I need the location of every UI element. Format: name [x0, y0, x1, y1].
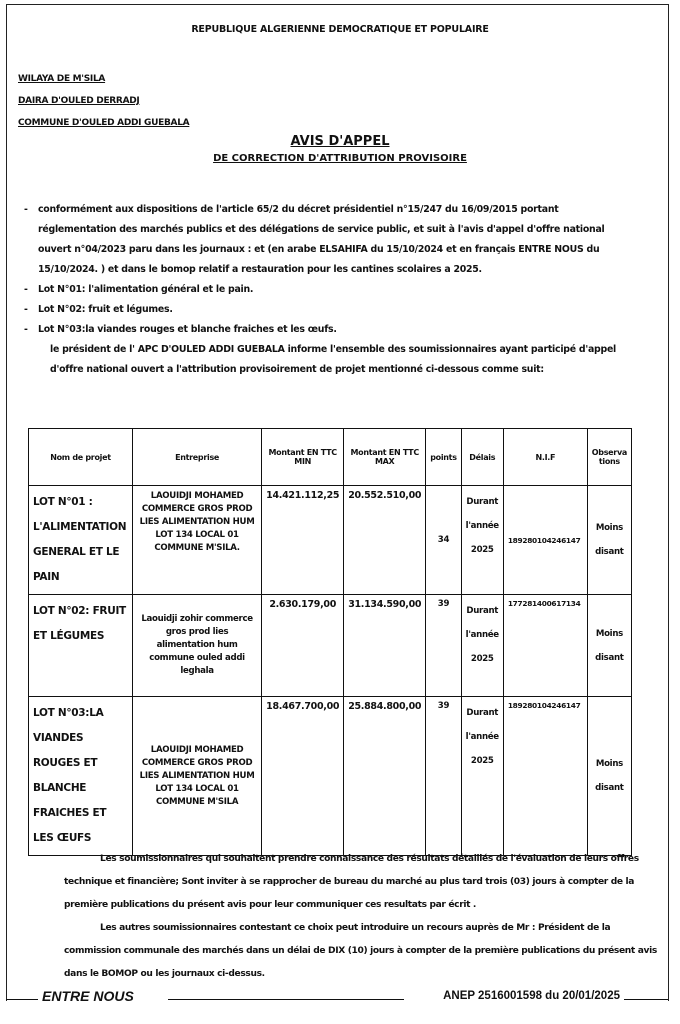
cell-observation: Moins disant: [587, 595, 631, 697]
lot-3-text: Lot N°03:la viandes rouges et blanche fraiches et les œufs.: [38, 324, 337, 335]
republic-heading: REPUBLIQUE ALGERIENNE DEMOCRATIQUE ET POPULAIRE: [191, 24, 489, 35]
cell-amount-max: 25.884.800,00: [344, 697, 426, 856]
daira-line: DAIRA D'OULED DERRADJ: [18, 96, 140, 106]
commune-line: COMMUNE D'OULED ADDI GUEBALA: [18, 118, 190, 128]
notice-title: [0, 134, 680, 164]
cell-enterprise: LAOUIDJI MOHAMED COMMERCE GROS PROD LIES ALIMENTATION HUM LOT 134 LOCAL 01 COMMUNE M'SILA.: [132, 486, 261, 595]
closing-paragraphs: [64, 848, 664, 986]
table-row: [29, 486, 632, 595]
cell-enterprise: Laouidji zohir commerce gros prod lies alimentation hum commune ouled addi leghala: [132, 595, 261, 697]
table-row: [29, 697, 632, 856]
lot-1-text: Lot N°01: l'alimentation général et le pain.: [38, 284, 254, 295]
footer-rule-left: [6, 999, 38, 1000]
footer-publication: ENTRE NOUS: [42, 988, 134, 1004]
wilaya-line: WILAYA DE M'SILA: [18, 74, 106, 84]
lot-2-text: Lot N°02: fruit et légumes.: [38, 304, 173, 315]
footer-rule-middle: [168, 999, 404, 1000]
title-main: AVIS D'APPEL: [290, 134, 390, 149]
intro-paragraph: - conformément aux dispositions de l'article 65/2 du décret présidentiel n°15/247 du 16/09/2015 portant réglementation des marchés publics et des délégations de service public, et suit à l'avis d'appel d'offre national ouvert n°04/2023 paru dans les journaux : et (en arabe ELSAHIFA du 15/10/2024 et en français ENTRE NOUS du 15/10/2024. ) et dans le bomop relatif a restauration pour les cantines scolaires a 2025.: [24, 200, 636, 280]
header-project: Nom de projet: [29, 429, 133, 486]
closing-paragraph-results: Les soumissionnaires qui souhaitent prendre connaissance des résultats détaillés de l'évaluation de leurs offres technique et financière; Sont inviter à se rapprocher de bureau du marché au plus tard trois (03) jours à compter de la première publications du présent avis pour leur communiquer ces resultats par écrit .: [64, 854, 639, 910]
lot-3-item: - Lot N°03:la viandes rouges et blanche fraiches et les œufs.: [24, 320, 636, 340]
footer-rule-right: [624, 999, 668, 1000]
header-delay: Délais: [461, 429, 503, 486]
cell-amount-min: 18.467.700,00: [262, 697, 344, 856]
cell-nif: 189280104246147: [503, 486, 587, 595]
footer: [0, 988, 680, 1014]
cell-nif: 189280104246147: [503, 697, 587, 856]
cell-delay: Durant l'année 2025: [461, 486, 503, 595]
table-row: [29, 595, 632, 697]
cell-points: 39: [426, 697, 461, 856]
cell-project: LOT N°03:LA VIANDES ROUGES ET BLANCHE FRAICHES ET LES ŒUFS: [29, 697, 133, 856]
cell-amount-max: 20.552.510,00: [344, 486, 426, 595]
attribution-table: [28, 428, 632, 856]
cell-amount-min: 2.630.179,00: [262, 595, 344, 697]
title-sub: DE CORRECTION D'ATTRIBUTION PROVISOIRE: [213, 153, 467, 164]
header-nif: N.I.F: [503, 429, 587, 486]
administrative-header: [18, 68, 189, 134]
intro-text: conformément aux dispositions de l'article 65/2 du décret présidentiel n°15/247 du 16/09/2015 portant réglementation des marchés publics et des délégations de service public, et suit à l'avis d'appel d'offre national ouvert n°04/2023 paru dans les journaux : et (en arabe ELSAHIFA du 15/10/2024 et en français ENTRE NOUS du 15/10/2024. ) et dans le bomop relatif a restauration pour les cantines scolaires a 2025.: [38, 204, 605, 275]
header-observations: Observa tions: [587, 429, 631, 486]
cell-nif: 177281400617134: [503, 595, 587, 697]
header-points: points: [426, 429, 461, 486]
cell-amount-max: 31.134.590,00: [344, 595, 426, 697]
header-enterprise: Entreprise: [132, 429, 261, 486]
table-header-row: [29, 429, 632, 486]
lot-1-item: - Lot N°01: l'alimentation général et le pain.: [24, 280, 636, 300]
cell-delay: Durant l'année 2025: [461, 595, 503, 697]
footer-anep-reference: ANEP 2516001598 du 20/01/2025: [443, 990, 620, 1002]
cell-points: 39: [426, 595, 461, 697]
header-amount-max: Montant EN TTC MAX: [344, 429, 426, 486]
lot-2-item: - Lot N°02: fruit et légumes.: [24, 300, 636, 320]
cell-observation: Moins disant: [587, 486, 631, 595]
cell-project: LOT N°01 : L'ALIMENTATION GENERAL ET LE PAIN: [29, 486, 133, 595]
cell-amount-min: 14.421.112,25: [262, 486, 344, 595]
cell-enterprise: LAOUIDJI MOHAMED COMMERCE GROS PROD LIES ALIMENTATION HUM LOT 134 LOCAL 01 COMMUNE M'SILA: [132, 697, 261, 856]
header-amount-min: Montant EN TTC MIN: [262, 429, 344, 486]
cell-project: LOT N°02: FRUIT ET LÉGUMES: [29, 595, 133, 697]
president-statement: le président de l' APC D'OULED ADDI GUEBALA informe l'ensemble des soumissionnaires ayant participé d'appel d'offre national ouvert a l'attribution provisoirement de projet mentionné ci-dessous comme suit:: [50, 344, 617, 375]
notice-body: [24, 200, 636, 380]
cell-observation: Moins disant: [587, 697, 631, 856]
cell-points: 34: [426, 486, 461, 595]
closing-paragraph-appeal: Les autres soumissionnaires contestant ce choix peut introduire un recours auprès de Mr : Président de la commission communale des marchés dans un délai de DIX (10) jours à compter de la première publications du présent avis dans le BOMOP ou les journaux ci-dessus.: [64, 923, 657, 979]
cell-delay: Durant l'année 2025: [461, 697, 503, 856]
